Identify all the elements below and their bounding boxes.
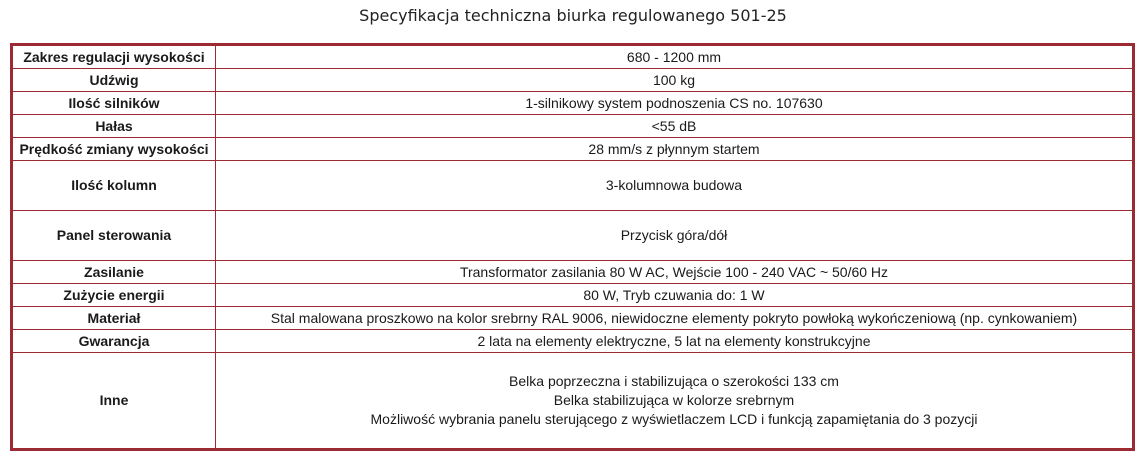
table-row — [13, 330, 1133, 353]
spec-value: 2 lata na elementy elektryczne, 5 lat na elementy konstrukcyjne — [216, 330, 1133, 353]
spec-value: 100 kg — [216, 69, 1133, 92]
spec-value: <55 dB — [216, 115, 1133, 138]
spec-label: Materiał — [13, 307, 216, 330]
table-row — [13, 92, 1133, 115]
page-title: Specyfikacja techniczna biurka regulowanego 501-25 — [359, 6, 787, 25]
spec-label: Ilość kolumn — [13, 161, 216, 211]
spec-label: Gwarancja — [13, 330, 216, 353]
spec-value: 80 W, Tryb czuwania do: 1 W — [216, 284, 1133, 307]
spec-label: Ilość silników — [13, 92, 216, 115]
table-row — [13, 211, 1133, 261]
spec-value: 680 - 1200 mm — [216, 46, 1133, 69]
spec-value: 3-kolumnowa budowa — [216, 161, 1133, 211]
spec-value: Stal malowana proszkowo na kolor srebrny RAL 9006, niewidoczne elementy pokryto powłoką wykończeniową (np. cynkowaniem) — [216, 307, 1133, 330]
spec-label: Inne — [13, 353, 216, 449]
spec-value: 1-silnikowy system podnoszenia CS no. 107630 — [216, 92, 1133, 115]
spec-label: Zużycie energii — [13, 284, 216, 307]
spec-value-multiline — [216, 353, 1133, 449]
spec-label: Panel sterowania — [13, 211, 216, 261]
spec-value-line: Belka stabilizująca w kolorze srebrnym — [553, 392, 795, 408]
table-row — [13, 46, 1133, 69]
spec-table — [12, 45, 1133, 449]
table-row — [13, 138, 1133, 161]
table-row — [13, 307, 1133, 330]
spec-label: Prędkość zmiany wysokości — [13, 138, 216, 161]
spec-label: Zakres regulacji wysokości — [13, 46, 216, 69]
table-row — [13, 115, 1133, 138]
spec-label: Udźwig — [13, 69, 216, 92]
table-row — [13, 261, 1133, 284]
table-row — [13, 353, 1133, 449]
spec-label: Hałas — [13, 115, 216, 138]
spec-label: Zasilanie — [13, 261, 216, 284]
spec-value-line: Możliwość wybrania panelu sterującego z wyświetlaczem LCD i funkcją zapamiętania do 3 pozycji — [370, 411, 978, 427]
spec-table-frame — [10, 43, 1135, 451]
spec-value: Transformator zasilania 80 W AC, Wejście 100 - 240 VAC ~ 50/60 Hz — [216, 261, 1133, 284]
table-row — [13, 69, 1133, 92]
table-row — [13, 161, 1133, 211]
table-row — [13, 284, 1133, 307]
spec-value-line: Belka poprzeczna i stabilizująca o szerokości 133 cm — [509, 373, 839, 389]
spec-value: Przycisk góra/dół — [216, 211, 1133, 261]
spec-value: 28 mm/s z płynnym startem — [216, 138, 1133, 161]
